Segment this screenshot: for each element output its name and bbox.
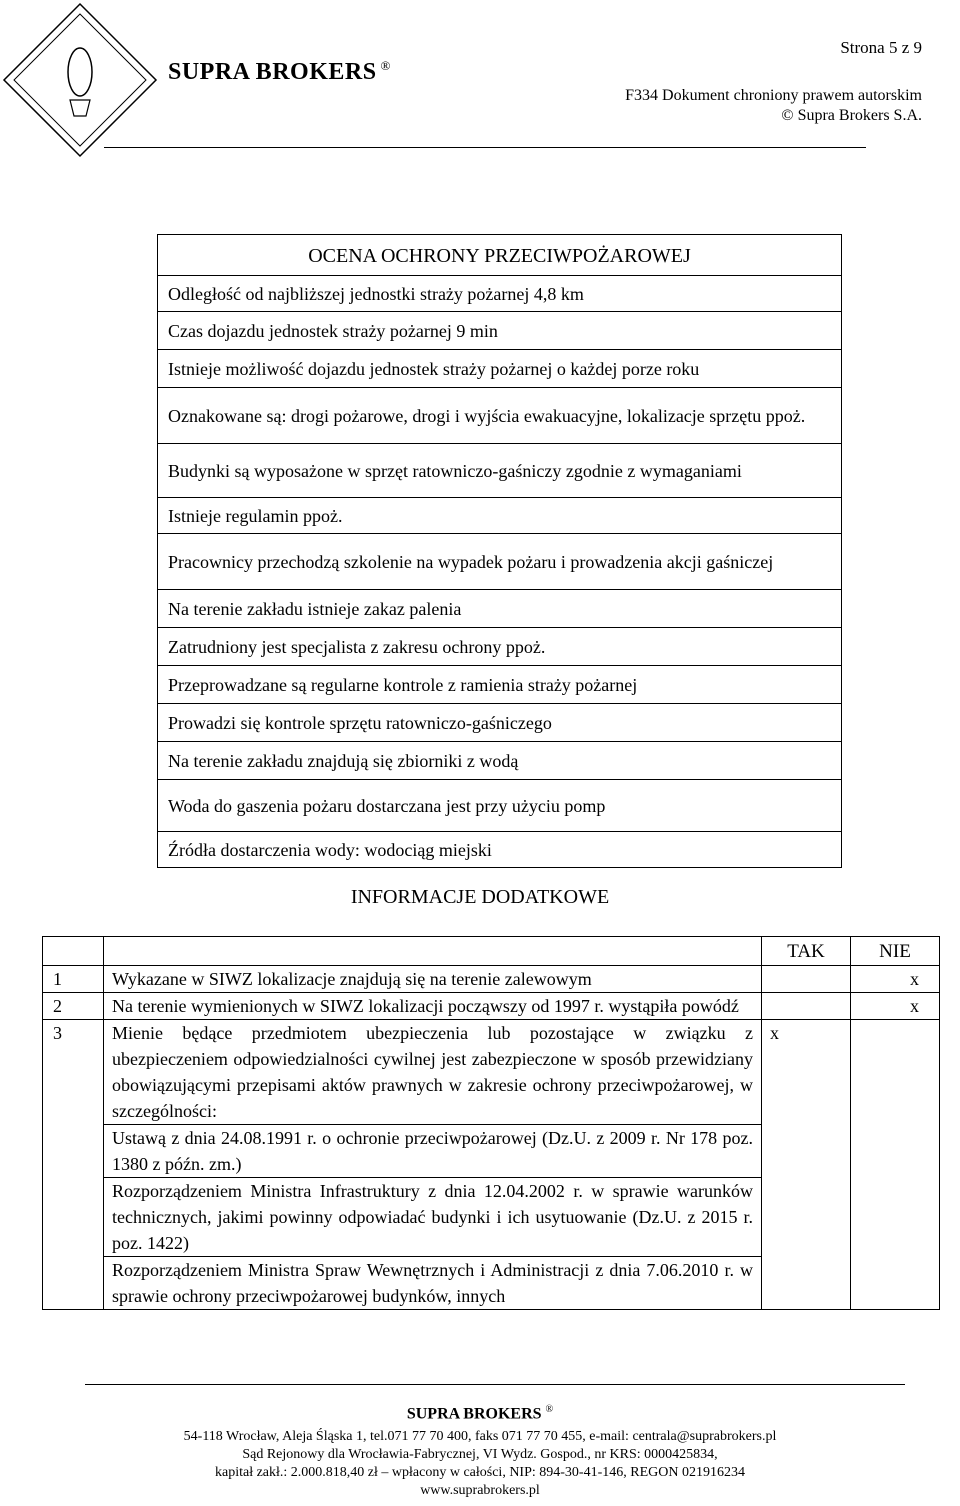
row-text: Na terenie wymienionych w SIWZ lokalizacji począwszy od 1997 r. wystąpiła powódź <box>104 993 762 1020</box>
registered-mark: ® <box>545 1404 554 1415</box>
doc-line-1: F334 Dokument chroniony prawem autorskim <box>625 87 922 104</box>
brand-name: SUPRA BROKERS ® <box>168 58 391 85</box>
table-row: Odległość od najbliższej jednostki straży pożarnej 4,8 km <box>158 275 841 311</box>
table-row: Na terenie zakładu istnieje zakaz palenia <box>158 589 841 627</box>
tak-mark <box>762 993 851 1020</box>
nie-mark <box>851 1020 940 1310</box>
additional-info-table <box>42 936 940 1310</box>
table-row: Budynki są wyposażone w sprzęt ratowniczo-gaśniczy zgodnie z wymaganiami <box>158 443 841 497</box>
table-row: Przeprowadzane są regularne kontrole z ramienia straży pożarnej <box>158 665 841 703</box>
legal-act-item: Rozporządzeniem Ministra Infrastruktury z dnia 12.04.2002 r. w sprawie warunków technicznych, jakimi powinny odpowiadać budynki i ich usytuowanie (Dz.U. z 2015 r. poz. 1422) <box>104 1177 761 1256</box>
tak-mark <box>762 966 851 993</box>
footer-website: www.suprabrokers.pl <box>420 1483 540 1498</box>
footer-court: Sąd Rejonowy dla Wrocławia-Fabrycznej, VI Wydz. Gospod., nr KRS: 0000425834, <box>242 1447 718 1462</box>
table-row: Źródła dostarczenia wody: wodociąg miejski <box>158 831 841 867</box>
registered-mark: ® <box>380 58 391 73</box>
row-number: 2 <box>43 993 104 1020</box>
fire-protection-title: OCENA OCHRONY PRZECIWPOŻAROWEJ <box>308 245 691 267</box>
table-row: Prowadzi się kontrole sprzętu ratowniczo-gaśniczego <box>158 703 841 741</box>
header-cell-num <box>43 937 104 966</box>
table-row: Zatrudniony jest specjalista z zakresu ochrony ppoż. <box>158 627 841 665</box>
header-tak: TAK <box>762 937 851 966</box>
table-row: Pracownicy przechodzą szkolenie na wypadek pożaru i prowadzenia akcji gaśniczej <box>158 533 841 589</box>
table-row: Istnieje możliwość dojazdu jednostek straży pożarnej o każdej porze roku <box>158 349 841 387</box>
row-number: 1 <box>43 966 104 993</box>
footer-divider <box>85 1384 905 1385</box>
tak-mark: x <box>762 1020 851 1310</box>
footer-address: 54-118 Wrocław, Aleja Śląska 1, tel.071 77 70 400, faks 071 77 70 455, e-mail: centrala@suprabrokers.pl <box>183 1429 777 1444</box>
table-row: Czas dojazdu jednostek straży pożarnej 9 min <box>158 311 841 349</box>
table-header-row <box>43 937 940 966</box>
logo-diamond-icon <box>0 0 160 160</box>
table-row <box>43 1020 940 1310</box>
table-row <box>43 993 940 1020</box>
footer-capital: kapitał zakł.: 2.000.818,40 zł – wpłacony w całości, NIP: 894-30-41-146, REGON 021916234 <box>215 1465 745 1480</box>
table-row: Oznakowane są: drogi pożarowe, drogi i wyjścia ewakuacyjne, lokalizacje sprzętu ppoż. <box>158 387 841 443</box>
page-number: Strona 5 z 9 <box>840 38 922 57</box>
row-text: Mienie będące przedmiotem ubezpieczenia lub pozostające w związku z ubezpieczeniem odpowiedzialności cywilnej jest zabezpieczone w sposób przewidziany obowiązującymi przepisami aktów prawnych w zakresie ochrony przeciwpożarowej, w szczególności: <box>112 1023 753 1121</box>
nie-mark: x <box>851 993 940 1020</box>
fire-protection-table <box>157 234 842 868</box>
table-row: Istnieje regulamin ppoż. <box>158 497 841 533</box>
legal-act-item: Rozporządzeniem Ministra Spraw Wewnętrznych i Administracji z dnia 7.06.2010 r. w sprawie ochrony przeciwpożarowej budynków, innych <box>104 1256 761 1309</box>
table-row <box>43 966 940 993</box>
row-text: Wykazane w SIWZ lokalizacje znajdują się na terenie zalewowym <box>104 966 762 993</box>
footer-brand: SUPRA BROKERS ® <box>406 1404 554 1423</box>
doc-line-2: © Supra Brokers S.A. <box>781 107 922 124</box>
header-cell-desc <box>104 937 762 966</box>
copyright-notice <box>625 86 922 126</box>
legal-act-item: Ustawą z dnia 24.08.1991 r. o ochronie przeciwpożarowej (Dz.U. z 2009 r. Nr 178 poz. 1380 z późn. zm.) <box>104 1124 761 1177</box>
row-number: 3 <box>43 1020 104 1310</box>
table-row: Woda do gaszenia pożaru dostarczana jest przy użyciu pomp <box>158 779 841 831</box>
table-row: Na terenie zakładu znajdują się zbiorniki z wodą <box>158 741 841 779</box>
additional-info-title: INFORMACJE DODATKOWE <box>350 886 610 908</box>
row-text-with-subitems <box>104 1020 762 1310</box>
header-nie: NIE <box>851 937 940 966</box>
nie-mark: x <box>851 966 940 993</box>
header-divider <box>104 147 866 148</box>
